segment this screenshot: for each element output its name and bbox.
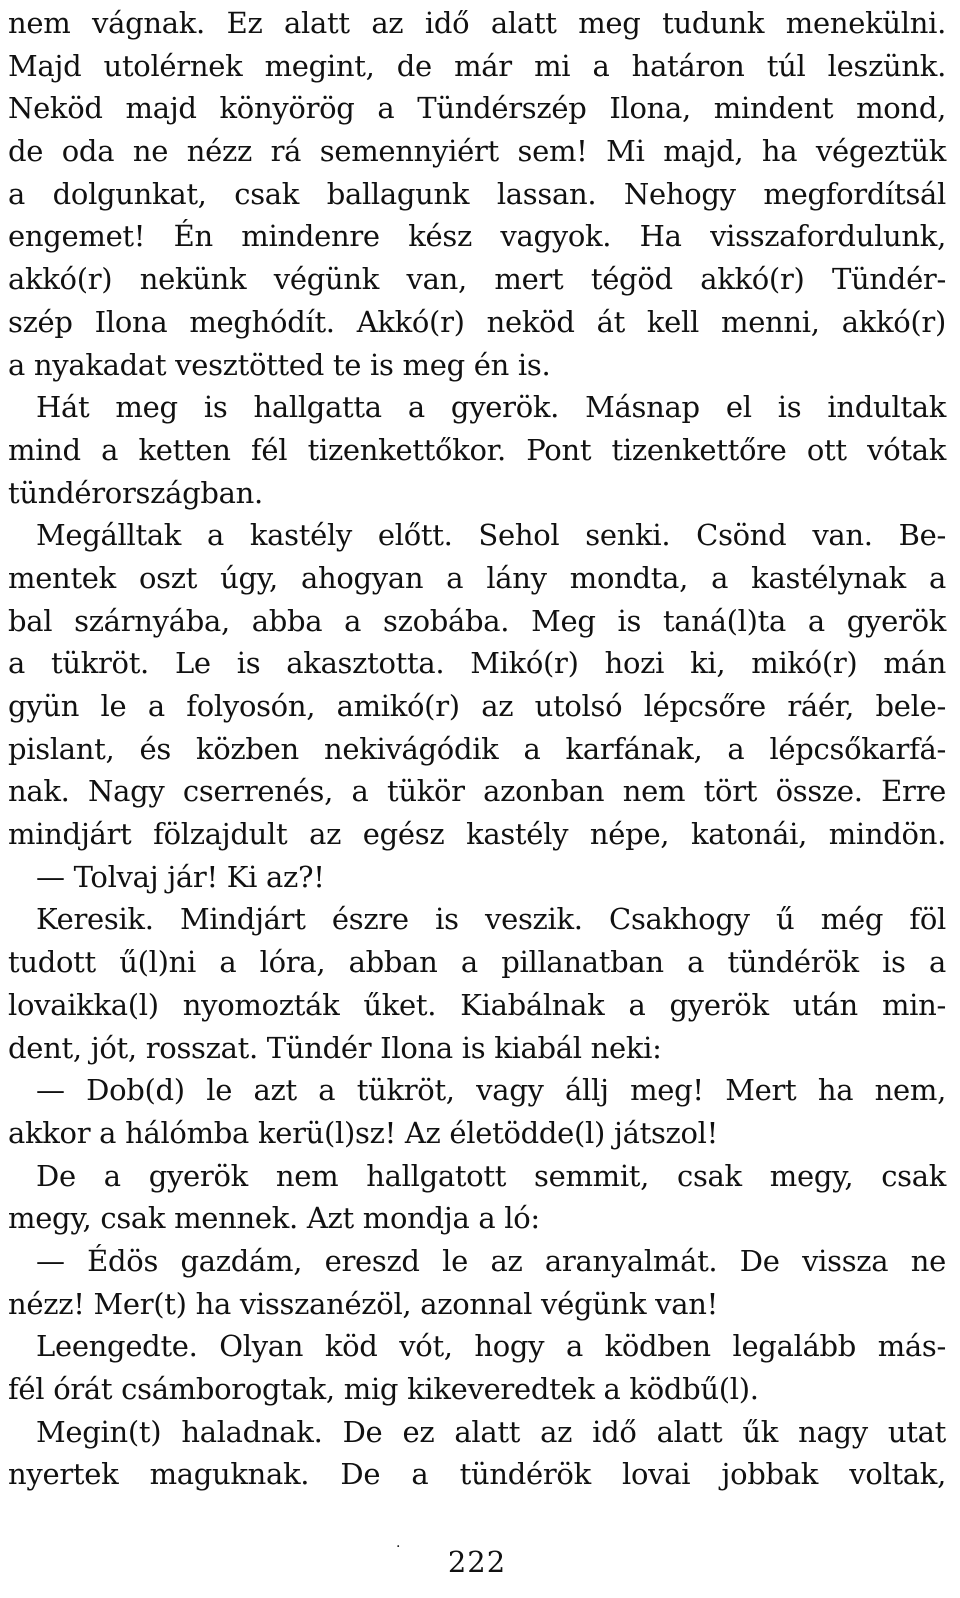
text-line: De a gyerök nem hallgatott semmit, csak megy, csak xyxy=(36,1158,946,1193)
text-line: bal szárnyába, abba a szobába. Meg is taná(l)ta a gyerök xyxy=(8,603,946,638)
text-line: — Édös gazdám, ereszd le az aranyalmát. De vissza ne xyxy=(36,1243,946,1278)
text-line: nem vágnak. Ez alatt az idő alatt meg tudunk menekülni. xyxy=(8,6,946,40)
text-line: akkó(r) nekünk végünk van, mert tégöd akkó(r) Tündér- xyxy=(8,262,946,297)
text-line: a nyakadat vesztötted te is meg én is. xyxy=(8,347,551,382)
text-line: Megálltak a kastély előtt. Sehol senki. Csönd van. Be- xyxy=(36,518,946,553)
text-line: mind a ketten fél tizenkettőkor. Pont tizenkettőre ott vótak xyxy=(8,432,946,467)
text-line: nyertek maguknak. De a tündérök lovai jobbak voltak, xyxy=(8,1457,946,1492)
text-line: megy, csak mennek. Azt mondja a ló: xyxy=(8,1201,540,1236)
text-line: Majd utolérnek megint, de már mi a határon túl leszünk. xyxy=(8,48,946,83)
page-number: 222 xyxy=(447,1545,507,1579)
text-line: tündérországban. xyxy=(8,475,263,510)
text-line: nézz! Mer(t) ha visszanézöl, azonnal végünk van! xyxy=(8,1286,718,1321)
text-line: akkor a hálómba kerü(l)sz! Az életödde(l) játszol! xyxy=(8,1115,719,1150)
text-line: szép Ilona meghódít. Akkó(r) neköd át kell menni, akkó(r) xyxy=(8,304,946,339)
text-line: mindjárt fölzajdult az egész kastély népe, katonái, mindön. xyxy=(8,817,946,852)
text-line: Keresik. Mindjárt észre is veszik. Csakhogy ű még föl xyxy=(36,902,946,937)
text-line: — Dob(d) le azt a tükröt, vagy állj meg! Mert ha nem, xyxy=(36,1073,946,1108)
text-line: a tükröt. Le is akasztotta. Mikó(r) hozi ki, mikó(r) mán xyxy=(8,646,946,681)
text-line: tudott ű(l)ni a lóra, abban a pillanatban a tündérök is a xyxy=(8,945,946,980)
text-line: gyün le a folyosón, amikó(r) az utolsó lépcsőre ráér, bele- xyxy=(8,689,946,723)
text-line: pislant, és közben nekivágódik a karfának, a lépcsőkarfá- xyxy=(8,731,946,766)
text-line: lovaikka(l) nyomozták űket. Kiabálnak a gyerök után min- xyxy=(8,987,946,1022)
text-line: nak. Nagy cserrenés, a tükör azonban nem tört össze. Erre xyxy=(8,774,946,809)
text-line: fél órát csámborogtak, mig kikeveredtek a ködbű(l). xyxy=(8,1372,759,1406)
text-line: engemet! Én mindenre kész vagyok. Ha visszafordulunk, xyxy=(8,219,946,254)
print-dot-mark: · xyxy=(396,1539,401,1555)
text-line: a dolgunkat, csak ballagunk lassan. Nehogy megfordítsál xyxy=(8,176,946,211)
text-line: Hát meg is hallgatta a gyerök. Másnap el is indultak xyxy=(36,390,946,425)
text-line: Neköd majd könyörög a Tündérszép Ilona, mindent mond, xyxy=(8,91,946,126)
text-line: Leengedte. Olyan köd vót, hogy a ködben legalább más- xyxy=(36,1329,946,1364)
text-line: Megin(t) haladnak. De ez alatt az idő alatt űk nagy utat xyxy=(36,1414,946,1449)
page-body-text xyxy=(8,2,946,1496)
text-line: — Tolvaj jár! Ki az?! xyxy=(36,859,325,894)
text-line: mentek oszt úgy, ahogyan a lány mondta, a kastélynak a xyxy=(8,560,946,595)
text-line: de oda ne nézz rá semennyiért sem! Mi majd, ha végeztük xyxy=(8,134,946,169)
text-line: dent, jót, rosszat. Tündér Ilona is kiabál neki: xyxy=(8,1030,662,1065)
book-page xyxy=(8,0,946,1598)
